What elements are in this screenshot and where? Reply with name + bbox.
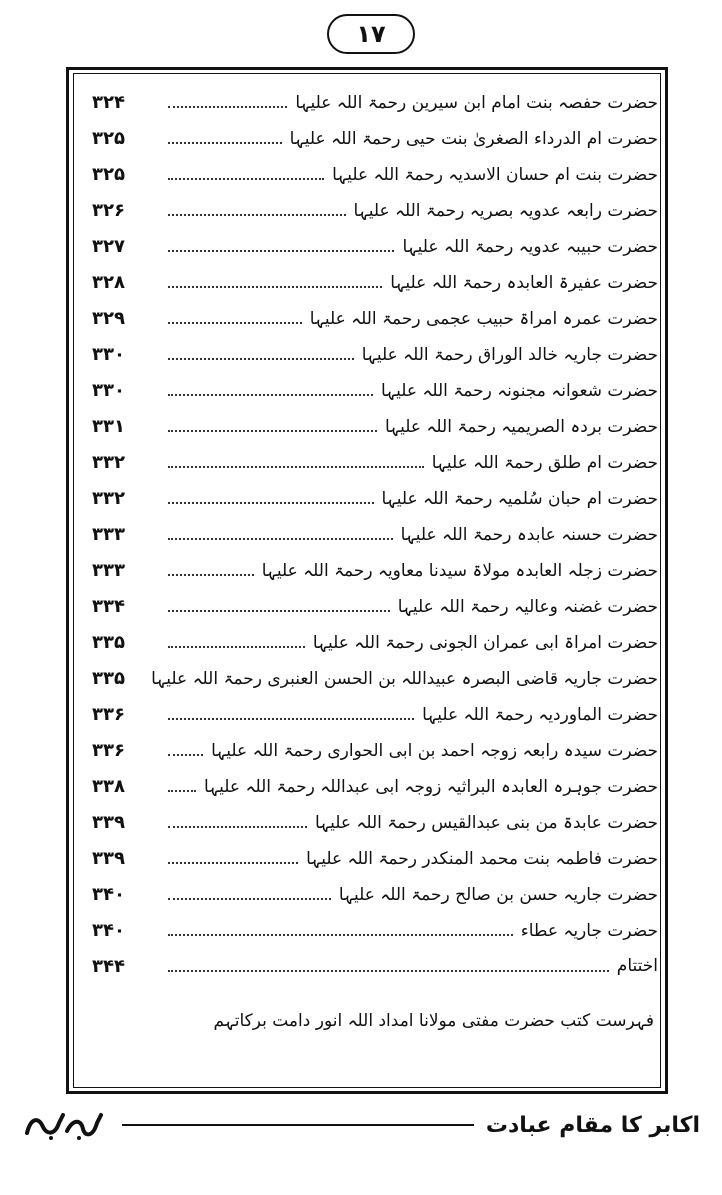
toc-entry-page: ۳۳۳: [92, 559, 125, 581]
toc-entry: [92, 516, 658, 552]
publisher-logo: [20, 1108, 110, 1142]
dot-leader: [168, 610, 390, 612]
dot-leader: [168, 250, 394, 252]
toc-entry-page: ۳۲۹: [92, 307, 125, 329]
toc-entry: [92, 696, 658, 732]
toc-entry-title: حضرت سیدہ رابعہ زوجہ احمد بن ابی الحواری رحمۃ اللہ علیہا: [211, 740, 658, 761]
toc-entry: [92, 480, 658, 516]
dot-leader: [168, 106, 287, 108]
toc-entry: [92, 912, 658, 948]
book-list-note: فہرست کتب حضرت مفتی مولانا امداد اللہ انور دامت برکاتہم: [213, 1011, 654, 1031]
toc-entry: [92, 156, 658, 192]
toc-entry-title: حضرت جاریہ عطاء: [520, 920, 658, 941]
toc-entry-title: حضرت عمرہ امراۃ حبیب عجمی رحمۃ اللہ علیہا: [309, 308, 658, 329]
toc-entry: [92, 876, 658, 912]
toc-entry-title: حضرت بردہ الصریمیہ رحمۃ اللہ علیہا: [384, 416, 658, 437]
toc-entry-title: حضرت جوہرہ العابدہ البراثیہ زوجہ ابی عبداللہ رحمۃ اللہ علیہا: [204, 776, 658, 797]
toc-entry-page: ۳۳۴: [92, 595, 125, 617]
dot-leader: [168, 862, 298, 864]
toc-entry-title: حضرت الماوردیہ رحمۃ اللہ علیہا: [422, 704, 658, 725]
toc-entry-page: ۳۲۵: [92, 163, 125, 185]
toc-entry: [92, 444, 658, 480]
table-of-contents: [92, 84, 658, 984]
toc-entry: [92, 588, 658, 624]
toc-entry-title: حضرت شعوانہ مجنونہ رحمۃ اللہ علیہا: [380, 380, 658, 401]
toc-entry: [92, 660, 658, 696]
toc-entry: [92, 624, 658, 660]
dot-leader: [168, 898, 331, 900]
toc-entry: [92, 804, 658, 840]
toc-entry: [92, 372, 658, 408]
toc-entry-title: حضرت ام الدرداء الصغریٰ بنت حیی رحمۃ اللہ علیہا: [289, 128, 658, 149]
toc-entry-page: ۳۳۱: [92, 415, 125, 437]
toc-entry-page: ۳۲۵: [92, 127, 125, 149]
publisher-logo-icon: [21, 1109, 109, 1141]
toc-entry-title: حضرت بنت ام حسان الاسدیہ رحمۃ اللہ علیہا: [332, 164, 658, 185]
toc-entry-title: حضرت رابعہ عدویہ بصریہ رحمۃ اللہ علیہا: [353, 200, 658, 221]
dot-leader: [168, 970, 609, 972]
dot-leader: [168, 790, 196, 792]
footer-rule: [122, 1124, 474, 1126]
dot-leader: [168, 394, 373, 396]
toc-entry-title: حضرت حبیبہ عدویہ رحمۃ اللہ علیہا: [402, 236, 658, 257]
dot-leader: [168, 718, 414, 720]
dot-leader: [168, 430, 377, 432]
toc-entry-title: حضرت ام حبان سُلمیہ رحمۃ اللہ علیہا: [381, 488, 658, 509]
page-footer: [20, 1108, 700, 1142]
toc-entry-page: ۳۲۴: [92, 91, 125, 113]
toc-entry: [92, 552, 658, 588]
toc-entry-page: ۳۴۰: [92, 883, 125, 905]
dot-leader: [168, 574, 254, 576]
toc-entry: [92, 300, 658, 336]
toc-entry-title: حضرت امراۃ ابی عمران الجونی رحمۃ اللہ علیہا: [312, 632, 658, 653]
dot-leader: [168, 826, 307, 828]
toc-entry: [92, 264, 658, 300]
toc-entry: [92, 84, 658, 120]
toc-entry-page: ۳۳۳: [92, 523, 125, 545]
toc-entry-title: حضرت ام طلق رحمۃ اللہ علیہا: [431, 452, 658, 473]
dot-leader: [168, 142, 282, 144]
toc-entry: [92, 408, 658, 444]
dot-leader: [168, 358, 354, 360]
dot-leader: [168, 178, 324, 180]
page-number: ۱۷: [327, 14, 415, 54]
toc-entry: [92, 948, 658, 984]
toc-entry-title: حضرت عفیرۃ العابدہ رحمۃ اللہ علیہا: [390, 272, 658, 293]
dot-leader: [168, 538, 393, 540]
toc-entry: [92, 120, 658, 156]
dot-leader: [168, 934, 513, 936]
toc-entry: [92, 768, 658, 804]
toc-entry-page: ۳۴۰: [92, 919, 125, 941]
toc-entry-page: ۳۳۲: [92, 487, 125, 509]
toc-entry-title: حضرت حسنہ عابدہ رحمۃ اللہ علیہا: [400, 524, 658, 545]
toc-entry-page: ۳۳۹: [92, 847, 125, 869]
toc-entry-page: ۳۳۹: [92, 811, 125, 833]
toc-entry-title: اختتام: [616, 956, 658, 976]
dot-leader: [168, 466, 424, 468]
toc-entry-page: ۳۳۰: [92, 379, 125, 401]
toc-entry-page: ۳۳۵: [92, 631, 125, 653]
toc-entry-page: ۳۴۴: [92, 955, 125, 977]
toc-entry-title: حضرت زجلہ العابدہ مولاۃ سیدنا معاویہ رحمۃ اللہ علیہا: [261, 560, 658, 581]
toc-entry-page: ۳۲۷: [92, 235, 125, 257]
toc-entry-title: حضرت جاریہ خالد الوراق رحمۃ اللہ علیہا: [361, 344, 658, 365]
toc-entry-page: ۳۳۵: [92, 667, 125, 689]
toc-entry-title: حضرت عابدۃ من بنی عبدالقیس رحمۃ اللہ علیہا: [314, 812, 658, 833]
toc-entry-page: ۳۳۶: [92, 703, 125, 725]
toc-entry: [92, 192, 658, 228]
toc-entry-title: حضرت جاریہ قاضی البصرہ عبیداللہ بن الحسن العنبری رحمۃ اللہ علیہا: [151, 668, 658, 689]
footer-book-title: اکابر کا مقام عبادت: [485, 1112, 700, 1138]
toc-entry-title: حضرت فاطمہ بنت محمد المنکدر رحمۃ اللہ علیہا: [306, 848, 658, 869]
toc-entry-page: ۳۲۶: [92, 199, 125, 221]
toc-entry-page: ۳۳۸: [92, 775, 125, 797]
dot-leader: [168, 286, 382, 288]
dot-leader: [168, 214, 346, 216]
toc-entry: [92, 336, 658, 372]
dot-leader: [168, 322, 302, 324]
dot-leader: [168, 502, 374, 504]
toc-entry: [92, 732, 658, 768]
dot-leader: [168, 754, 203, 756]
toc-entry: [92, 840, 658, 876]
toc-entry-page: ۳۳۶: [92, 739, 125, 761]
toc-entry-page: ۳۳۰: [92, 343, 125, 365]
toc-entry: [92, 228, 658, 264]
toc-entry-page: ۳۳۲: [92, 451, 125, 473]
toc-entry-title: حضرت جاریہ حسن بن صالح رحمۃ اللہ علیہا: [338, 884, 658, 905]
toc-entry-title: حضرت حفصہ بنت امام ابن سیرین رحمۃ اللہ علیہا: [295, 92, 658, 113]
toc-entry-title: حضرت غضنہ وعالیہ رحمۃ اللہ علیہا: [397, 596, 658, 617]
dot-leader: [168, 646, 305, 648]
toc-entry-page: ۳۲۸: [92, 271, 125, 293]
